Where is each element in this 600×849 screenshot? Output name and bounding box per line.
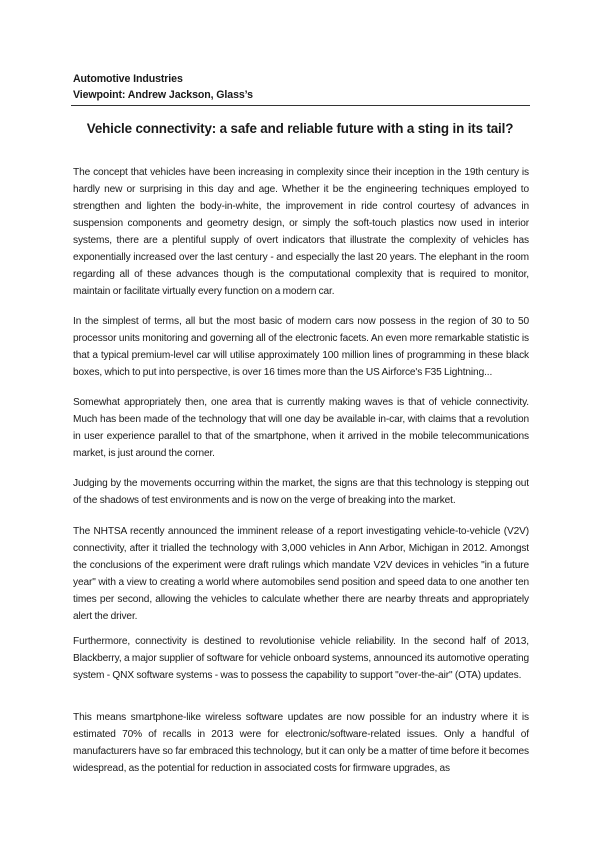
paragraph: This means smartphone-like wireless software updates are now possible for an industry where it is estimated 70% of recalls in 2013 were for electronic/software-related issues. Only a handful of manufacturers have so far embraced this technology, but it can only be a matter of time before it becomes widespread, as the potential for reduction in associated costs for firmware upgrades, as [73, 712, 529, 775]
viewpoint-byline: Viewpoint: Andrew Jackson, Glass’s [73, 89, 253, 101]
paragraph: The NHTSA recently announced the imminent release of a report investigating vehicle-to-vehicle (V2V) connectivity, after it trialled the technology with 3,000 vehicles in Ann Arbor, Michigan in 2012. Amongst the conclusions of the experiment were draft rulings which mandate V2V devices in vehicles "in a future year" with a view to creating a world where automobiles send position and speed data to one another ten times per second, allowing the vehicles to calculate whether there are nearby threats and appropriately alert the driver. [73, 526, 529, 623]
paragraph: Somewhat appropriately then, one area that is currently making waves is that of vehicle connectivity. Much has been made of the technology that will one day be available in-car, with claims that a revolution in user experience parallel to that of the smartphone, when it arrived in the mobile telecommunications market, is just around the corner. [73, 397, 529, 460]
paragraph: The concept that vehicles have been increasing in complexity since their inception in the 19th century is hardly new or surprising in this day and age. Whether it be the engineering techniques employed to strengthen and lighten the body-in-white, the improvement in ride control courtesy of advances in suspension components and geometry design, or simply the soft-touch plastics now used in interior systems, there are a plentiful supply of overt indicators that illustrate the complexity of vehicles has exponentially increased over the last century - and especially the last 20 years. The elephant in the room regarding all of these advances though is the computational complexity that is required to monitor, maintain or facilitate virtually every function on a modern car. [73, 167, 529, 298]
paragraph: In the simplest of terms, all but the most basic of modern cars now possess in the region of 30 to 50 processor units monitoring and governing all of the electronic facets. An even more remarkable statistic is that a typical premium-level car will utilise approximately 100 million lines of programming in these black boxes, which to put into perspective, is over 16 times more than the US Airforce's F35 Lightning... [73, 316, 529, 379]
header-divider [71, 105, 530, 106]
publication-name: Automotive Industries [73, 73, 183, 85]
paragraph: Furthermore, connectivity is destined to revolutionise vehicle reliability. In the second half of 2013, Blackberry, a major supplier of software for vehicle onboard systems, announced its automotive operating system - QNX software systems - was to possess the capability to support "over-the-air" (OTA) updates. [73, 636, 529, 682]
paragraph: Judging by the movements occurring within the market, the signs are that this technology is stepping out of the shadows of test environments and is now on the verge of breaking into the market. [73, 478, 529, 507]
article-title: Vehicle connectivity: a safe and reliable future with a sting in its tail? [86, 121, 514, 136]
